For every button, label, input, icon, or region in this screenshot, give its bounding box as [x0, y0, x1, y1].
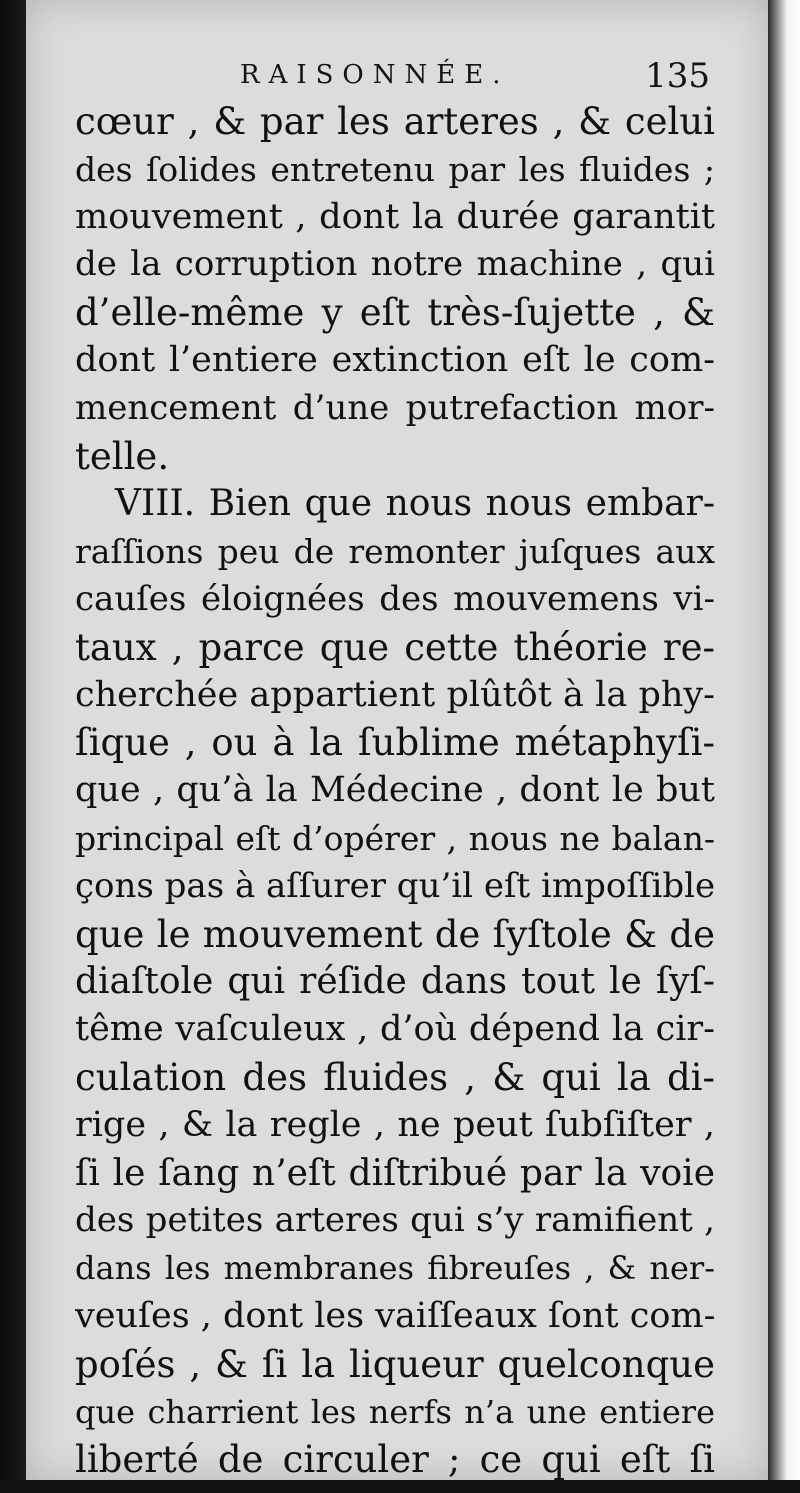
text-line: des ſolides entretenu par les fluides ; [75, 149, 715, 189]
text-line: que le mouvement de ſyſtole & de [75, 912, 715, 956]
text-line: taux , parce que cette théorie re- [75, 625, 715, 669]
page-edge [768, 0, 800, 1493]
text-line: rige , & la regle , ne peut ſubſiſter , [75, 1104, 715, 1145]
text-line: cauſes éloignées des mouvemens vi- [75, 578, 715, 619]
text-line: VIII. Bien que nous nous embar- [115, 483, 715, 525]
text-line: raſſions peu de remonter juſques aux [75, 532, 715, 572]
text-line: çons pas à aſſurer qu’il eſt impoſſible [75, 865, 715, 906]
text-line: ſique , ou à la ſublime métaphyſi- [75, 721, 715, 765]
running-head: RAISONNÉE. [240, 60, 510, 90]
text-line: veuſes , dont les vaiſſeaux ſont com- [75, 1295, 715, 1336]
text-line: poſés , & ſi la liqueur quelconque [75, 1342, 715, 1386]
text-line: de la corruption notre machine , qui [75, 244, 715, 285]
text-line: des petites arteres qui s’y ramifient , [75, 1200, 715, 1241]
text-line: cœur , & par les arteres , & celui [75, 100, 715, 143]
text-line: ſi le ſang n’eſt diſtribué par la voie [75, 1152, 715, 1194]
page-header [240, 56, 710, 96]
text-line: mouvement , dont la durée garantit [75, 196, 715, 237]
text-line: cherchée appartient plûtôt à la phy- [75, 674, 715, 715]
text-line: que charrient les nerfs n’a une entiere [75, 1392, 715, 1431]
text-line: telle. [75, 434, 170, 478]
text-line: que , qu’à la Médecine , dont le but [75, 770, 715, 811]
text-line: tême vaſculeux , d’où dépend la cir- [75, 1009, 715, 1050]
text-line: d’elle-même y eſt très-ſujette , & [75, 291, 715, 335]
text-line: principal eſt d’opérer , nous ne balan- [75, 818, 715, 858]
book-spine-shadow [0, 0, 26, 1493]
page-number: 135 [645, 56, 710, 96]
text-line: diaſtole qui réſide dans tout le ſyſ- [75, 961, 715, 1003]
text-line: mencement d’une putrefaction mor- [75, 387, 715, 428]
text-line: culation des fluides , & qui la di- [75, 1055, 715, 1099]
text-line: liberté de circuler ; ce qui eſt ſi [75, 1438, 715, 1482]
text-line: dont l’entiere extinction eſt le com- [75, 339, 715, 380]
body-text [75, 98, 715, 1484]
text-line: dans les membranes fibreuſes , & ner- [75, 1249, 715, 1288]
